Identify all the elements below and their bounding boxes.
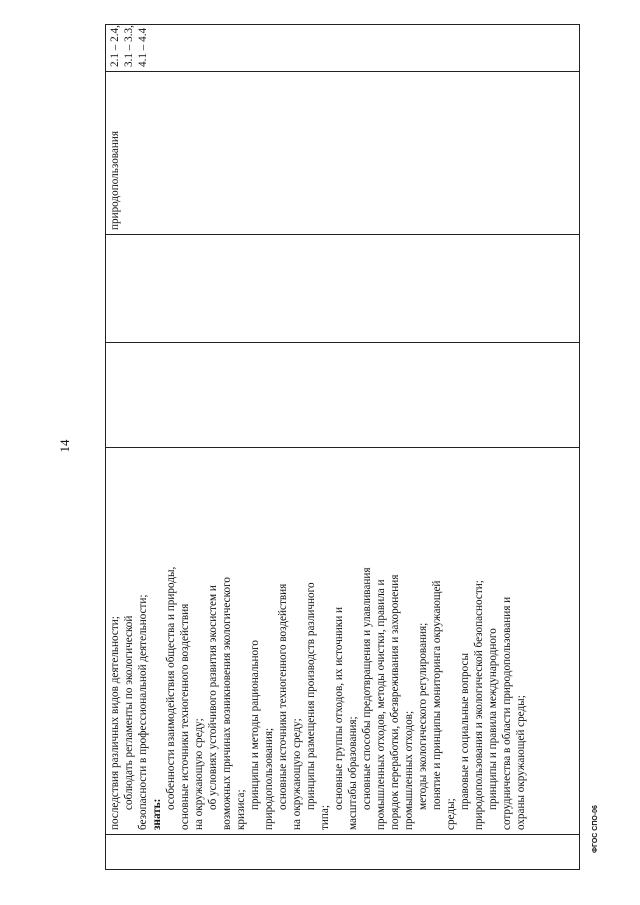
footer-mark: ФГОС СПО-06 — [592, 805, 599, 853]
content-line: на окружающую среду; — [291, 718, 303, 830]
content-line: об условиях устойчивого развития экосистем и — [207, 585, 219, 810]
content-line: принципы размещения производств различного — [305, 582, 317, 810]
page-number: 14 — [57, 439, 72, 453]
content-line: на окружающую среду; — [193, 718, 205, 830]
content-line: принципы и правила международного — [487, 628, 499, 810]
content-line: сотрудничества в области природопользования и — [501, 596, 513, 830]
content-line: основные группы отходов, их источники и — [333, 606, 345, 810]
content-line: типа; — [319, 805, 331, 830]
content-line: природопользования; — [263, 727, 275, 830]
content-line: охраны окружающей среды; — [515, 695, 527, 830]
content-line: порядок переработки, обезвреживания и захоронения — [389, 574, 401, 830]
content-line: особенности взаимодействия общества и природы, — [165, 566, 177, 810]
content-line: методы экологического регулирования; — [417, 622, 429, 810]
content-line: последствия различных видов деятельности; — [109, 616, 121, 830]
content-line: возможных причинах возникновения экологического — [221, 577, 233, 830]
empty-cell — [106, 343, 580, 448]
content-lines — [108, 452, 528, 830]
competency-code: 3.1 – 3.3, — [123, 25, 135, 67]
content-line: принципы и методы рационального — [249, 639, 261, 810]
content-line: основные способы предотвращения и улавливания — [361, 567, 373, 810]
empty-cell — [106, 235, 580, 343]
discipline-cell — [106, 72, 580, 235]
index-cell — [106, 835, 580, 870]
content-line: понятие и принципы мониторинга окружающей — [431, 580, 443, 810]
curriculum-table — [105, 24, 580, 870]
content-line: основные источники техногенного воздействия — [277, 583, 289, 810]
content-line: промышленных отходов, методы очистки, правила и — [375, 579, 387, 830]
content-cell — [106, 448, 580, 835]
competency-code: 4.1 – 4.4 — [137, 27, 149, 67]
content-line: природопользования и экологической безопасности; — [473, 580, 485, 830]
rotated-content — [105, 25, 580, 870]
content-line: безопасности в профессиональной деятельности; — [137, 594, 149, 830]
competency-code: 2.1 – 2.4, — [109, 25, 121, 67]
content-line: среды; — [445, 798, 457, 830]
competency-cell — [106, 25, 580, 72]
content-line: масштабы образования; — [347, 716, 359, 830]
section-heading: знать: — [151, 798, 163, 830]
content-line: правовые и социальные вопросы — [459, 653, 471, 810]
content-line: промышленных отходов; — [403, 710, 415, 830]
table-row — [106, 25, 580, 870]
content-line: основные источники техногенного воздействия — [179, 603, 191, 830]
content-line: кризиса; — [235, 789, 247, 830]
content-line: соблюдать регламенты по экологической — [123, 615, 135, 810]
discipline-label: природопользования — [109, 130, 121, 230]
